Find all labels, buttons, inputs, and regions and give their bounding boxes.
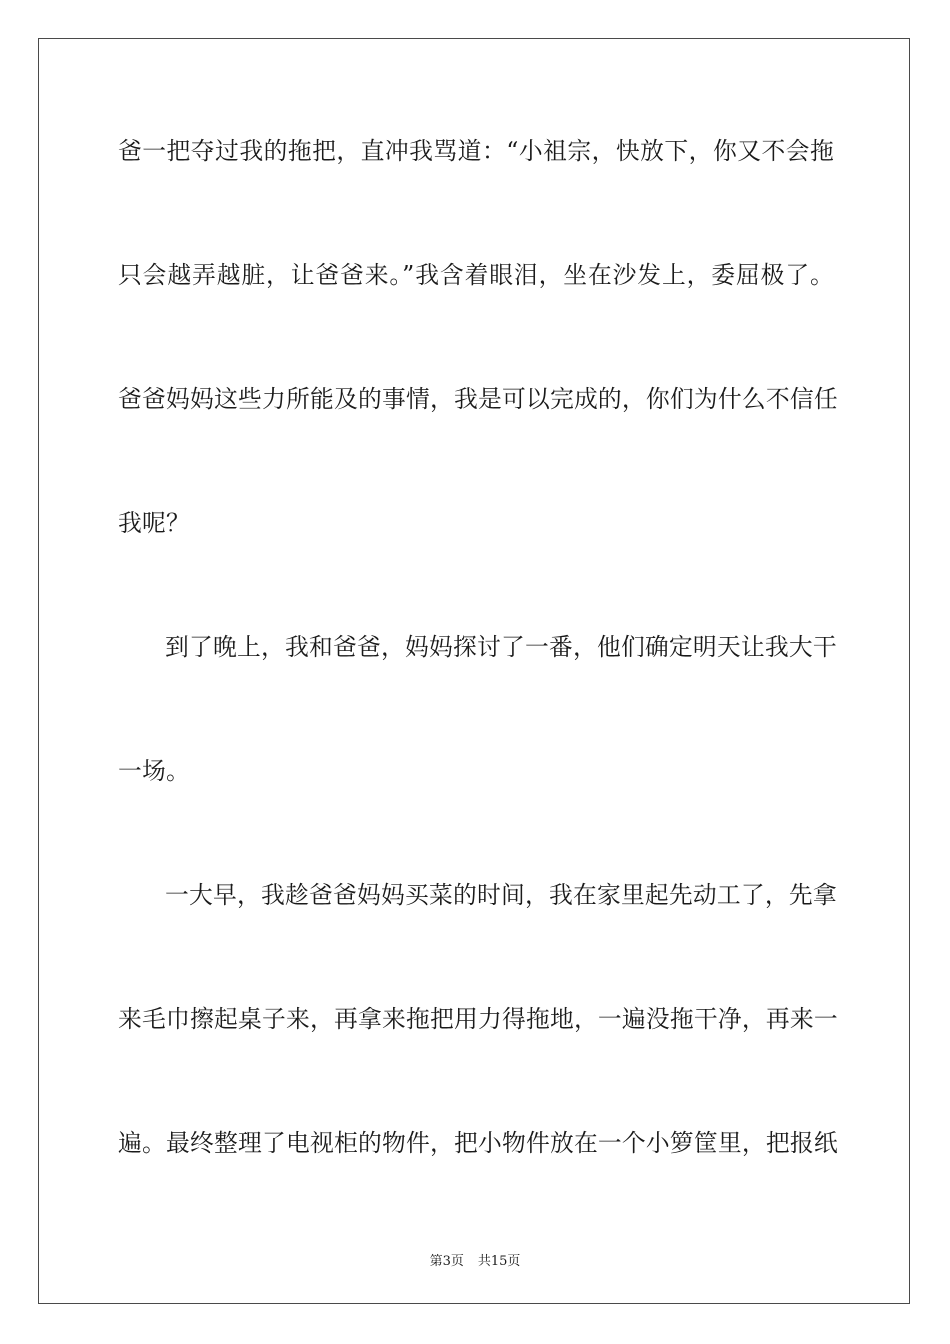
page-footer: [0, 1250, 950, 1269]
text-line-3: 爸爸妈妈这些力所能及的事情，我是可以完成的，你们为什么不信任: [118, 385, 838, 413]
text-line-4: 我呢？: [118, 509, 190, 537]
text-line-9: 遍。最终整理了电视柜的物件，把小物件放在一个小箩筐里，把报纸: [118, 1129, 838, 1157]
page-number: 第3页: [429, 1254, 464, 1269]
text-line-5: 到了晚上，我和爸爸，妈妈探讨了一番，他们确定明天让我大干: [165, 633, 837, 661]
text-line-2: 只会越弄越脏，让爸爸来。”我含着眼泪，坐在沙发上，委屈极了。: [118, 261, 834, 289]
text-line-1: 爸一把夺过我的拖把，直冲我骂道：“小祖宗，快放下，你又不会拖: [118, 137, 834, 165]
text-line-7: 一大早，我趁爸爸妈妈买菜的时间，我在家里起先动工了，先拿: [165, 881, 837, 909]
text-line-6: 一场。: [118, 757, 190, 785]
page-total: 共15页: [477, 1254, 521, 1269]
text-line-8: 来毛巾擦起桌子来，再拿来拖把用力得拖地，一遍没拖干净，再来一: [118, 1005, 838, 1033]
page-border: [38, 38, 910, 1304]
